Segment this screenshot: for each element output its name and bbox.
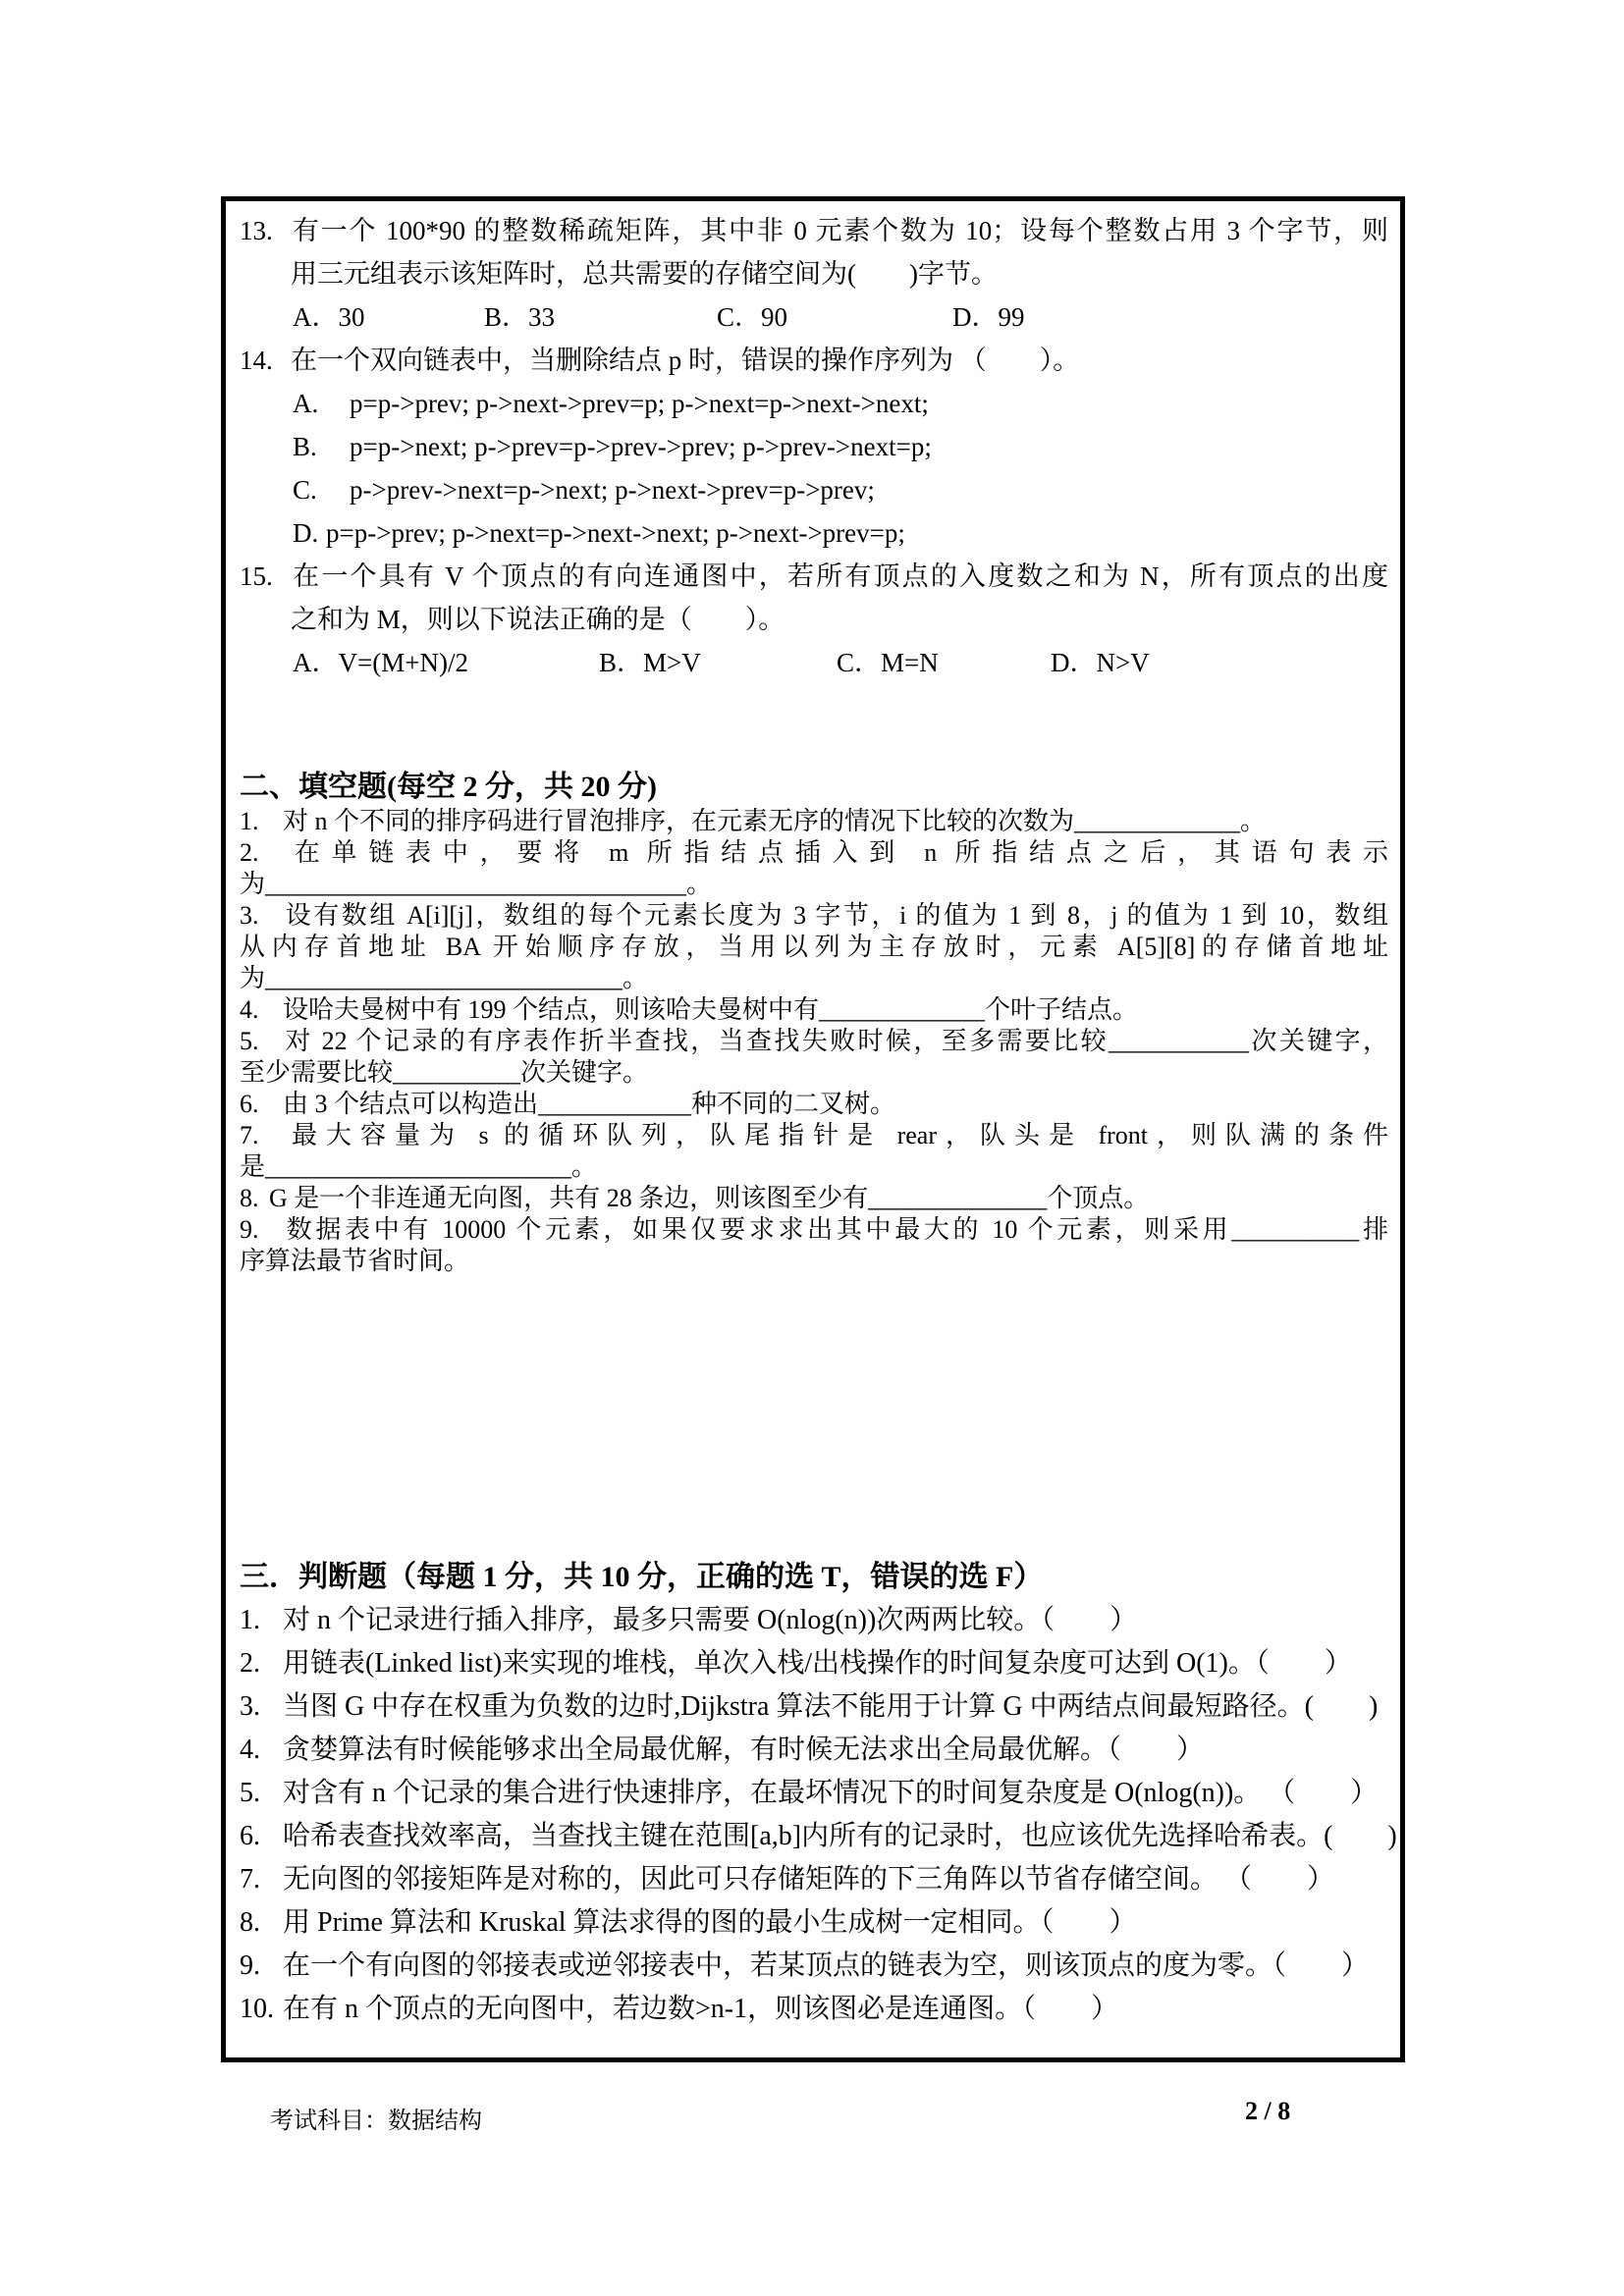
fill-item-3	[240, 900, 1388, 994]
judge-item-10	[240, 1988, 1388, 2031]
fill-item-4-number: 4.	[240, 995, 259, 1024]
footer-page-number: 2 / 8	[1245, 2097, 1291, 2125]
judge-item-9-text: 在一个有向图的邻接表或逆邻接表中，若某顶点的链表为空，则该顶点的度为零。（ ）	[283, 1950, 1370, 1981]
judge-item-8	[240, 1901, 1388, 1945]
fill-item-8-text-1: G 是一个非连通无向图，共有 28 条边，则该图至少有______________个顶点。	[269, 1184, 1150, 1212]
question-13-stem-line-2	[240, 252, 1388, 295]
fill-item-2-text-1: 在单链表中，要将 m 所指结点插入到 n 所指结点之后，其语句表示	[283, 838, 1388, 867]
question-15-option-c: C．M=N	[837, 648, 939, 677]
fill-item-5-text-1: 对 22 个记录的有序表作折半查找，当查找失败时候，至多需要比较___________次关键字，	[283, 1027, 1388, 1055]
fill-item-6-number: 6.	[240, 1090, 259, 1118]
fill-item-4-text-1: 设哈夫曼树中有 199 个结点，则该哈夫曼树中有_____________个叶子结点。	[283, 995, 1139, 1024]
fill-item-8	[240, 1183, 1388, 1214]
fill-item-1	[240, 806, 1388, 837]
fill-item-5	[240, 1026, 1388, 1089]
fill-item-3-number: 3.	[240, 901, 259, 930]
question-13-option-a: A．30	[293, 302, 365, 332]
fill-item-9-text-1: 数据表中有 10000 个元素，如果仅要求求出其中最大的 10 个元素，则采用__________排	[283, 1215, 1388, 1244]
fill-item-1-number: 1.	[240, 807, 259, 835]
judge-item-9-number: 9.	[240, 1950, 260, 1981]
question-15-stem-text-2: 之和为 M，则以下说法正确的是（ ）。	[291, 605, 785, 634]
footer-subject: 考试科目：数据结构	[270, 2109, 482, 2134]
judge-section-title: 三．判断题（每题 1 分，共 10 分，正确的选 T，错误的选 F）	[240, 1561, 1044, 1593]
judge-item-3-number: 3.	[240, 1691, 260, 1722]
question-15-options-row	[240, 641, 1388, 684]
question-15-stem-line-1	[240, 555, 1388, 598]
fill-item-9-line-2	[240, 1246, 1388, 1277]
judge-item-9	[240, 1945, 1388, 1988]
question-13-stem-text-1: 有一个 100*90 的整数稀疏矩阵，其中非 0 元素个数为 10；设每个整数占用 3 个字节，则	[291, 216, 1388, 245]
fill-item-5-number: 5.	[240, 1027, 259, 1055]
question-14-option-c-code: p->prev->next=p->next; p->next->prev=p->prev;	[350, 475, 875, 505]
section-judge	[240, 1558, 1397, 2031]
question-14-stem	[240, 339, 1388, 382]
question-14-option-c	[240, 468, 1388, 511]
fill-item-3-line-2	[240, 932, 1388, 963]
question-15-stem-line-2	[240, 598, 1388, 641]
question-15-number: 15.	[240, 561, 273, 591]
fill-item-9	[240, 1214, 1388, 1277]
question-13-option-d: D．99	[952, 302, 1025, 332]
question-14-option-b-code: p=p->next; p->prev=p->prev->prev; p->prev->next=p;	[350, 432, 932, 461]
judge-item-1	[240, 1599, 1388, 1642]
question-15-option-b: B．M>V	[599, 648, 701, 677]
fill-item-8-number: 8.	[240, 1184, 259, 1212]
question-14-option-b	[240, 425, 1388, 468]
judge-item-2-number: 2.	[240, 1648, 260, 1679]
question-15-stem-text-1: 在一个具有 V 个顶点的有向连通图中，若所有顶点的入度数之和为 N，所有顶点的出度	[291, 561, 1388, 591]
fill-item-5-text-2: 至少需要比较__________次关键字。	[240, 1058, 649, 1087]
question-15-option-a: A．V=(M+N)/2	[293, 648, 468, 677]
judge-item-7-text: 无向图的邻接矩阵是对称的，因此可只存储矩阵的下三角阵以节省存储空间。 （ ）	[283, 1864, 1335, 1895]
question-14-number: 14.	[240, 346, 273, 375]
judge-item-1-number: 1.	[240, 1605, 260, 1635]
fill-item-7-line-2	[240, 1151, 1388, 1183]
judge-item-2	[240, 1642, 1388, 1685]
question-13-options-row	[240, 295, 1388, 339]
fill-item-3-line-3	[240, 963, 1388, 994]
fill-item-2-number: 2.	[240, 838, 259, 867]
fill-item-5-line-1	[240, 1026, 1388, 1057]
fill-item-5-line-2	[240, 1057, 1388, 1089]
judge-item-6-number: 6.	[240, 1821, 260, 1851]
fill-item-7-text-2: 是________________________。	[240, 1152, 598, 1181]
fill-item-3-line-1	[240, 900, 1388, 932]
judge-item-6-text: 哈希表查找效率高，当查找主键在范围[a,b]内所有的记录时，也应该优先选择哈希表。( )	[283, 1821, 1397, 1851]
judge-item-5-text: 对含有 n 个记录的集合进行快速排序，在最坏情况下的时间复杂度是 O(nlog(n))。 （ ）	[283, 1778, 1379, 1808]
fill-item-3-text-2: 从内存首地址 BA 开始顺序存放，当用以列为主存放时，元素 A[5][8]的存储首地址	[240, 933, 1388, 961]
fill-item-2-line-1	[240, 837, 1388, 869]
fill-item-8-line-1	[240, 1183, 1388, 1214]
question-14-option-d	[240, 511, 1388, 555]
judge-item-10-number: 10.	[240, 1994, 274, 2024]
fill-section-title: 二、填空题(每空 2 分，共 20 分)	[240, 771, 657, 803]
question-14-option-c-label: C.	[293, 475, 317, 505]
fill-item-6-text-1: 由 3 个结点可以构造出____________种不同的二叉树。	[283, 1090, 896, 1118]
question-15-option-d: D．N>V	[1051, 648, 1150, 677]
fill-item-2	[240, 837, 1388, 900]
fill-item-1-text-1: 对 n 个不同的排序码进行冒泡排序，在元素无序的情况下比较的次数为_____________。	[283, 807, 1267, 835]
question-14-option-a-label: A.	[293, 389, 319, 418]
fill-item-3-text-3: 为____________________________。	[240, 964, 649, 992]
question-13-number: 13.	[240, 216, 273, 245]
question-13	[240, 209, 1388, 339]
fill-item-2-line-2	[240, 869, 1388, 900]
fill-item-3-text-1: 设有数组 A[i][j]，数组的每个元素长度为 3 字节，i 的值为 1 到 8，j 的值为 1 到 10，数组	[283, 901, 1388, 930]
question-14-option-a-code: p=p->prev; p->next->prev=p; p->next=p->next->next;	[350, 389, 929, 418]
fill-item-9-text-2: 序算法最节省时间。	[240, 1247, 470, 1275]
question-14-option-d-code: p=p->prev; p->next=p->next->next; p->next->prev=p;	[326, 518, 905, 548]
question-13-option-c: C．90	[717, 302, 788, 332]
fill-item-9-number: 9.	[240, 1215, 259, 1244]
judge-item-4-text: 贪婪算法有时候能够求出全局最优解，有时候无法求出全局最优解。（ ）	[283, 1735, 1205, 1765]
question-14-stem-text: 在一个双向链表中，当删除结点 p 时，错误的操作序列为 （ ）。	[291, 346, 1080, 375]
judge-item-4-number: 4.	[240, 1735, 260, 1765]
question-14-option-a	[240, 382, 1388, 425]
question-14-option-b-label: B.	[293, 432, 317, 461]
section-fill-blanks	[240, 769, 1388, 1277]
fill-item-7-number: 7.	[240, 1121, 259, 1149]
question-13-stem-line-1	[240, 209, 1388, 252]
fill-item-1-line-1	[240, 806, 1388, 837]
judge-item-5-number: 5.	[240, 1778, 260, 1808]
question-15	[240, 555, 1388, 684]
judge-item-3-text: 当图 G 中存在权重为负数的边时,Dijkstra 算法不能用于计算 G 中两结点间最短路径。( )	[283, 1691, 1379, 1722]
judge-item-6	[240, 1815, 1397, 1858]
question-14	[240, 339, 1388, 555]
judge-item-1-text: 对 n 个记录进行插入排序，最多只需要 O(nlog(n))次两两比较。（ ）	[283, 1605, 1138, 1635]
judge-item-8-number: 8.	[240, 1907, 260, 1938]
fill-item-7	[240, 1120, 1388, 1183]
judge-item-7-number: 7.	[240, 1864, 260, 1895]
section-multiple-choice	[240, 209, 1388, 684]
judge-item-7	[240, 1858, 1388, 1901]
judge-item-2-text: 用链表(Linked list)来实现的堆栈，单次入栈/出栈操作的时间复杂度可达到 O(1)。（ ）	[283, 1648, 1352, 1679]
fill-item-2-text-2: 为_________________________________。	[240, 870, 713, 898]
judge-item-5	[240, 1772, 1388, 1815]
fill-item-7-line-1	[240, 1120, 1388, 1151]
question-14-option-d-label: D.	[293, 518, 319, 548]
judge-item-3	[240, 1685, 1388, 1729]
judge-item-8-text: 用 Prime 算法和 Kruskal 算法求得的图的最小生成树一定相同。（ ）	[283, 1907, 1137, 1938]
judge-item-4	[240, 1729, 1388, 1772]
exam-sheet-border	[221, 196, 1405, 2062]
fill-item-4	[240, 994, 1388, 1026]
fill-item-4-line-1	[240, 994, 1388, 1026]
fill-item-7-text-1: 最大容量为 s 的循环队列，队尾指针是 rear，队头是 front，则队满的条件	[283, 1121, 1388, 1149]
fill-item-6	[240, 1089, 1388, 1120]
fill-item-6-line-1	[240, 1089, 1388, 1120]
fill-item-9-line-1	[240, 1214, 1388, 1246]
judge-item-10-text: 在有 n 个顶点的无向图中，若边数>n-1，则该图必是连通图。（ ）	[283, 1994, 1119, 2024]
question-13-stem-text-2: 用三元组表示该矩阵时，总共需要的存储空间为( )字节。	[291, 259, 998, 289]
question-13-option-b: B．33	[484, 302, 556, 332]
